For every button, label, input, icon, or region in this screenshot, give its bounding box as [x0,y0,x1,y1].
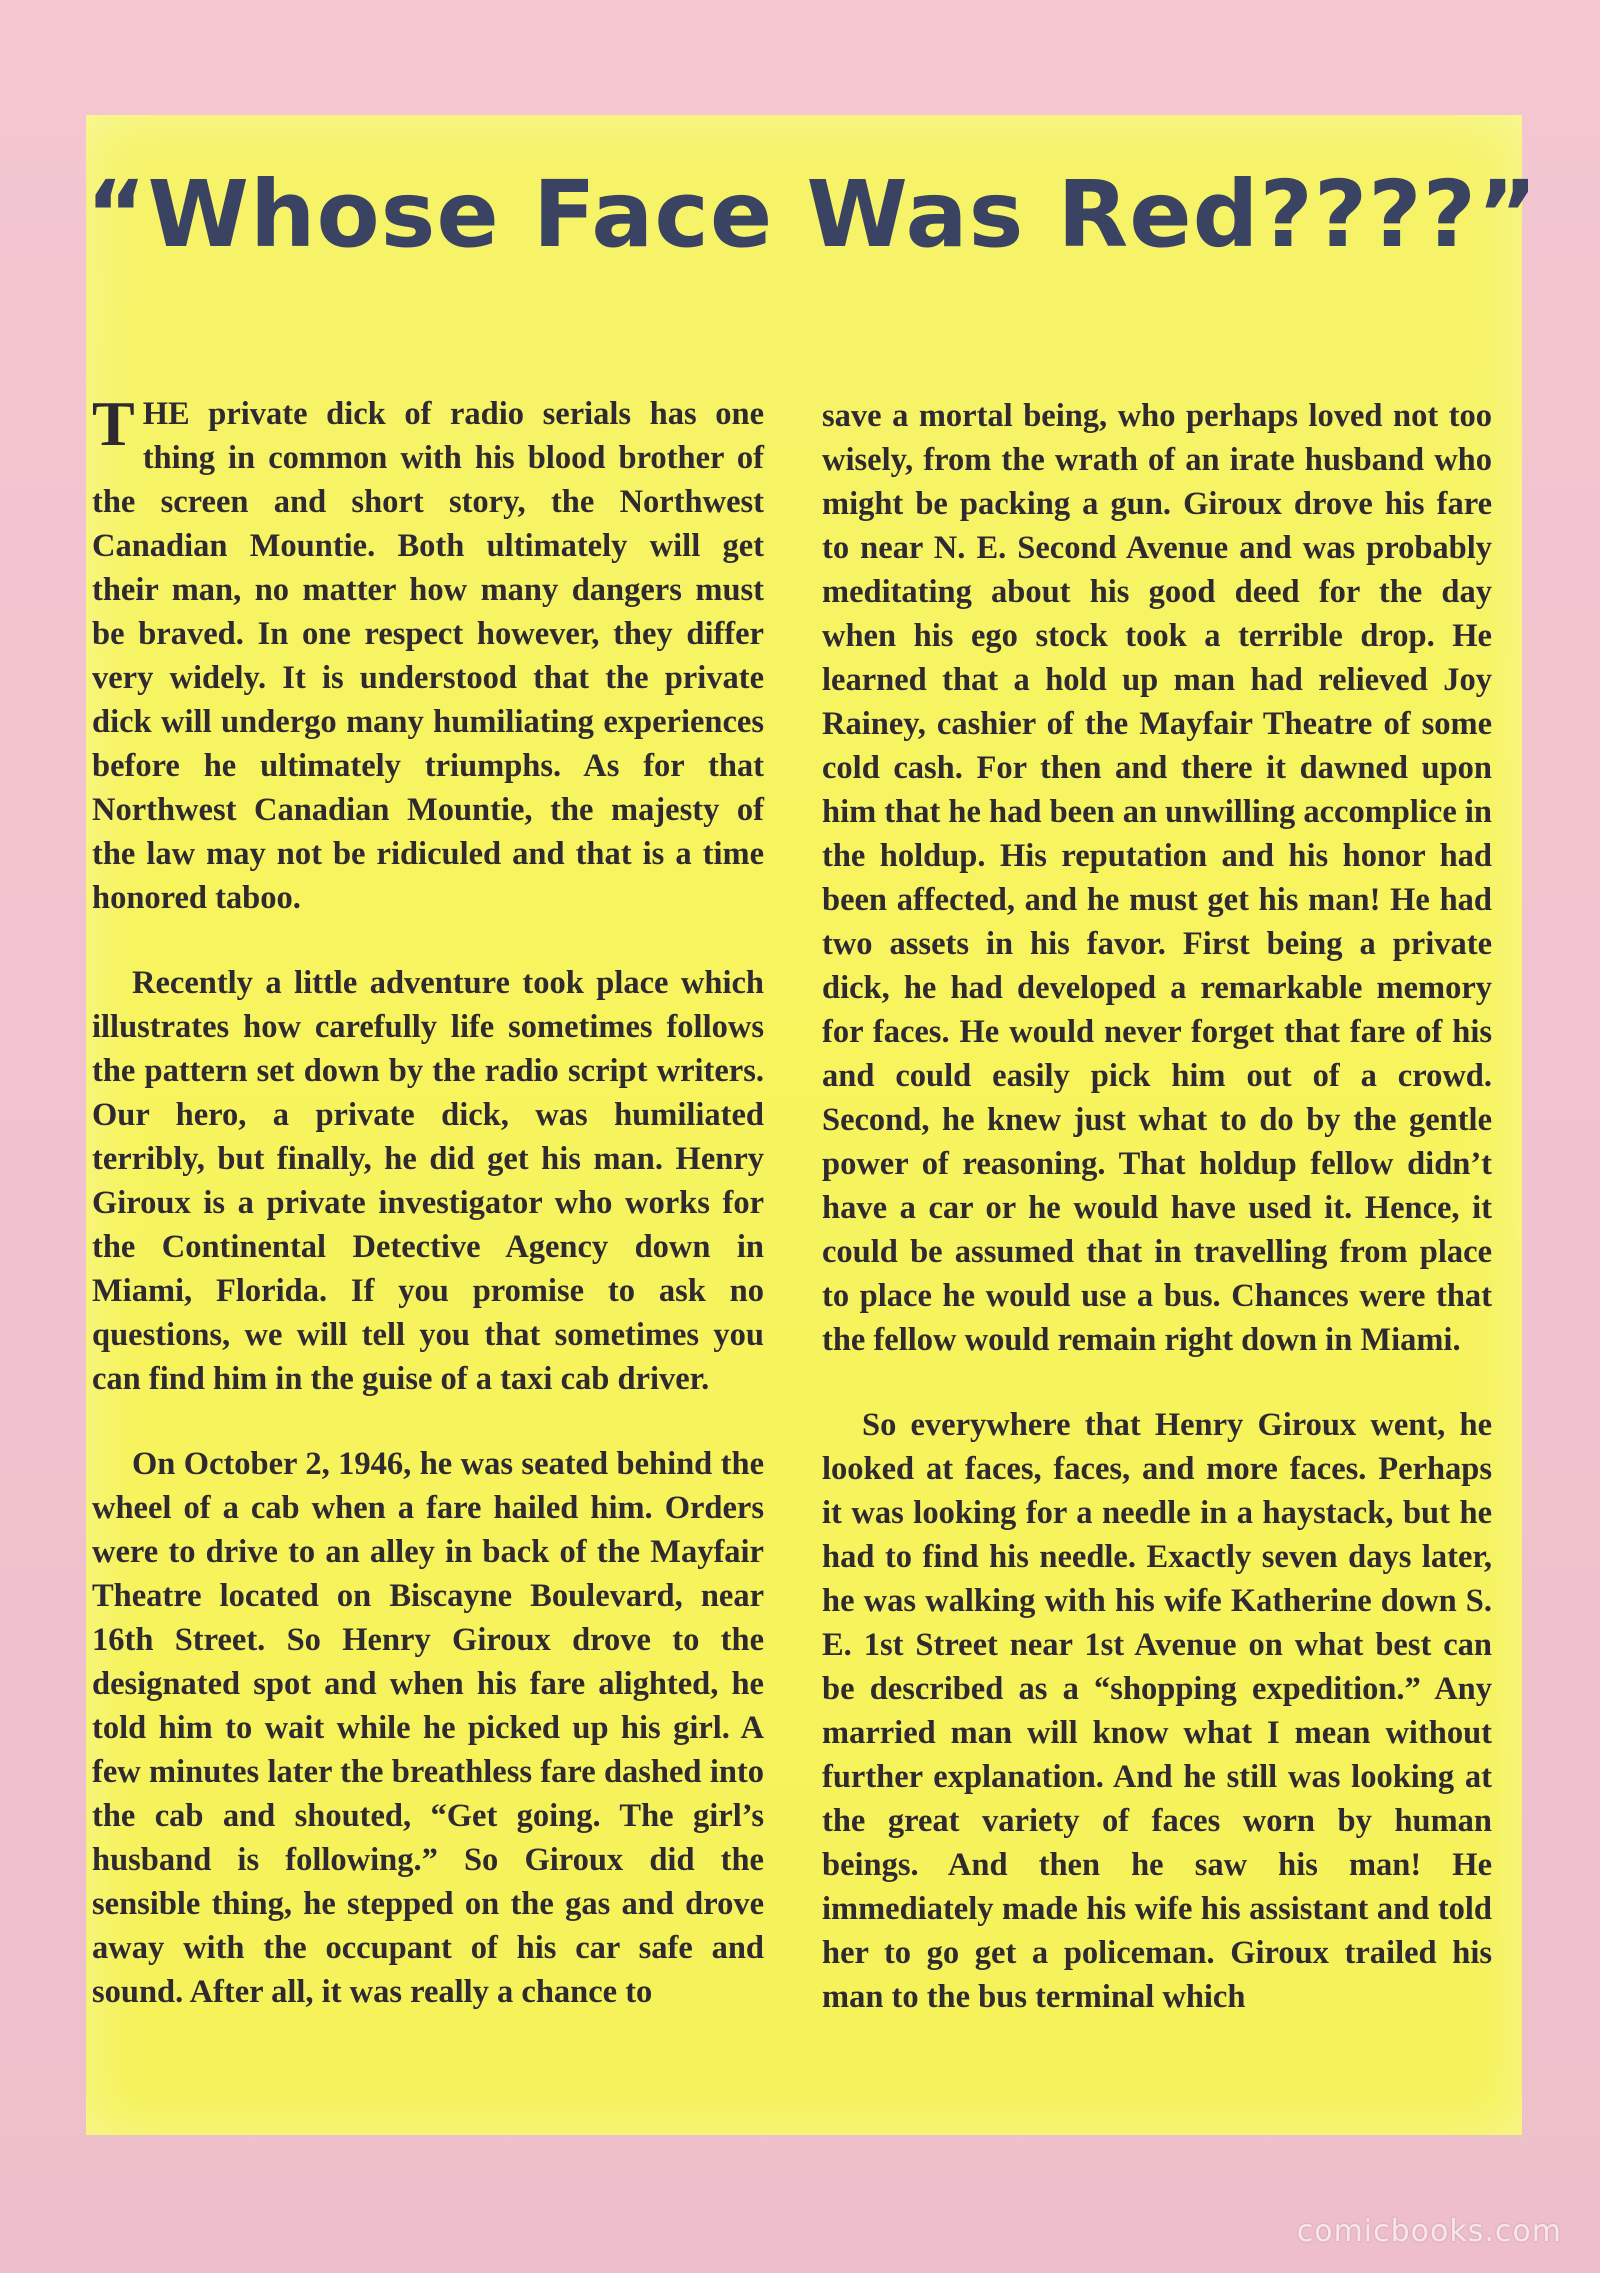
paragraph-1-text: HE private dick of radio serials has one thing in common with his blood brother of the screen and short story, the Northwest Canadian Mountie. Both ultimately will get their man, no matter how many dangers must be braved. In one respect however, they differ very widely. It is understood that the private dick will undergo many humiliating experiences before he ultimately triumphs. As for that Northwest Canadian Mountie, the majesty of the law may not be ridiculed and that is a time honored taboo. [92,396,764,916]
right-column [822,394,1492,2060]
paragraph-5: So everywhere that Henry Giroux went, he looked at faces, faces, and more faces. Perhaps it was looking for a needle in a haystack, but he had to find his needle. Exactly seven days later, he was walking with his wife Katherine down S. E. 1st Street near 1st Avenue on what best can be described as a “shopping expedition.” Any married man will know what I mean without further explanation. And he still was looking at the great variety of faces worn by human beings. And then he saw his man! He immediately made his wife his assistant and told her to go get a policeman. Giroux trailed his man to the bus terminal which [822,1407,1492,2015]
paragraph-4: save a mortal being, who perhaps loved not too wisely, from the wrath of an irate husband who might be packing a gun. Giroux drove his fare to near N. E. Second Avenue and was probably meditating about his good deed for the day when his ego stock took a terrible drop. He learned that a hold up man had relieved Joy Rainey, cashier of the Mayfair Theatre of some cold cash. For then and there it dawned upon him that he had been an unwilling accomplice in the holdup. His reputation and his honor had been affected, and he must get his man! He had two assets in his favor. First being a private dick, he had developed a remarkable memory for faces. He would never forget that fare of his and could easily pick him out of a crowd. Second, he knew just what to do by the gentle power of reasoning. That holdup fellow didn’t have a car or he would have used it. Hence, it could be assumed that in travelling from place to place he would use a bus. Chances were that the fellow would remain right down in Miami. [822,398,1492,1358]
paragraph-2: Recently a little adventure took place which illustrates how carefully life sometimes follows the pattern set down by the radio script writers. Our hero, a private dick, was humiliated terribly, but finally, he did get his man. Henry Giroux is a private investigator who works for the Continental Detective Agency down in Miami, Florida. If you promise to ask no questions, we will tell you that sometimes you can find him in the guise of a taxi cab driver. [92,965,764,1397]
paragraph-1 [92,388,764,920]
site-watermark: comicbooks.com [1296,2214,1562,2249]
drop-cap: T [92,388,135,459]
article-title: “Whose Face Was Red????” [86,161,1539,268]
paragraph-3: On October 2, 1946, he was seated behind the wheel of a cab when a fare hailed him. Orders were to drive to an alley in back of the Mayfair Theatre located on Biscayne Boulevard, near 16th Street. So Henry Giroux drove to the designated spot and when his fare alighted, he told him to wait while he picked up his girl. A few minutes later the breathless fare dashed into the cab and shouted, “Get going. The girl’s husband is following.” So Giroux did the sensible thing, he stepped on the gas and drove away with the occupant of his car safe and sound. After all, it was really a chance to [92,1446,764,2010]
left-column [92,388,764,2055]
